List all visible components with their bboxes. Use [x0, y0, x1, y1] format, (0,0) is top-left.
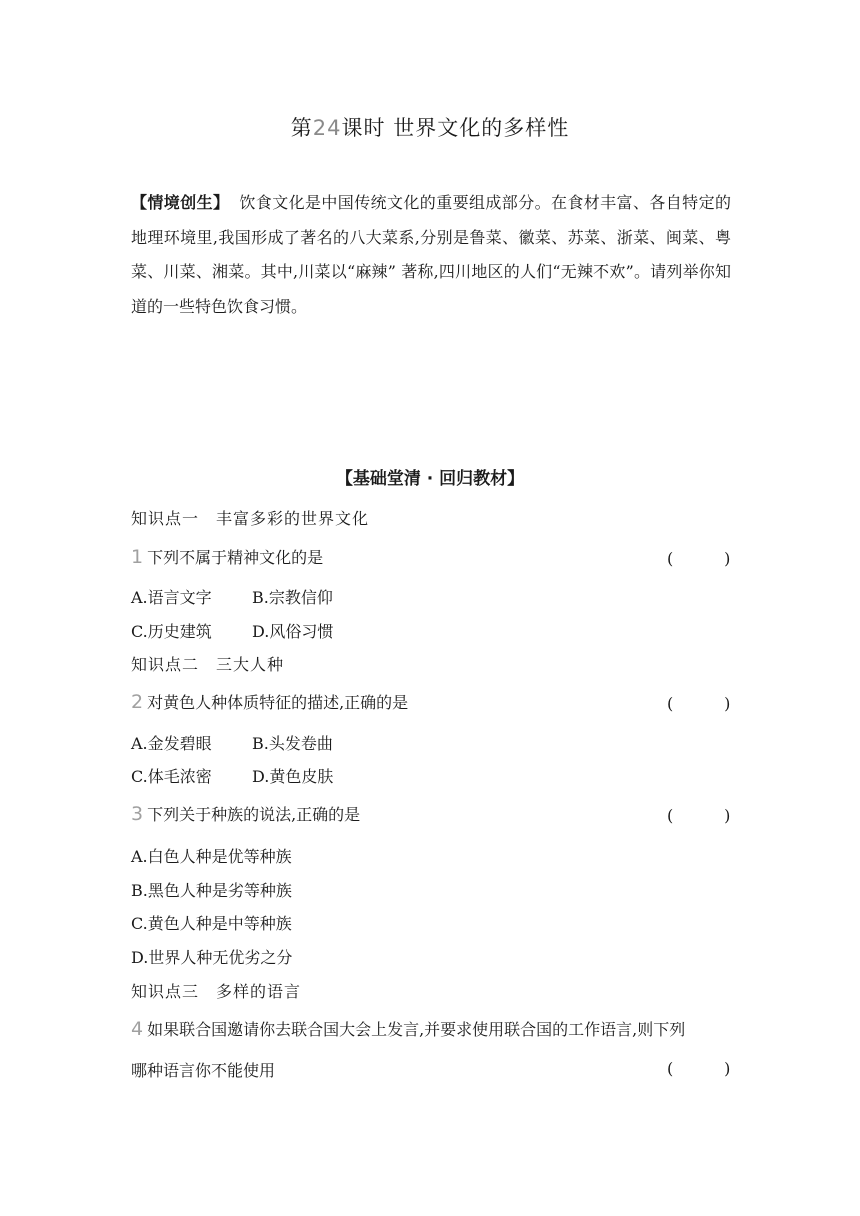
option-c: C.黄色人种是中等种族	[131, 914, 292, 933]
question-number: 4	[131, 1018, 144, 1040]
title-prefix: 第	[290, 116, 313, 140]
lesson-number: 24	[312, 116, 342, 140]
knowledge-point-3: 知识点三 多样的语言	[131, 982, 302, 1001]
question-text: 下列不属于精神文化的是	[147, 548, 324, 567]
scenario-intro	[131, 186, 731, 324]
option-a: A.金发碧眼	[131, 734, 212, 753]
options-row	[131, 585, 333, 608]
option-a: A.语言文字	[131, 588, 212, 607]
title-suffix: 课时 世界文化的多样性	[341, 116, 570, 140]
section-title: 【基础堂清 · 回归教材】	[335, 469, 525, 489]
scenario-tag: 【情境创生】	[131, 193, 230, 212]
options-row	[131, 731, 333, 754]
option-d: D.黄色皮肤	[252, 767, 334, 786]
question-number: 2	[131, 691, 144, 713]
option-b: B.头发卷曲	[252, 734, 333, 753]
answer-parentheses: ( )	[667, 1059, 731, 1078]
question-4	[131, 1017, 731, 1040]
question-text: 如果联合国邀请你去联合国大会上发言,并要求使用联合国的工作语言,则下列	[147, 1020, 686, 1039]
question-2	[131, 690, 731, 713]
option-d: D.风俗习惯	[252, 622, 334, 641]
options-row	[131, 764, 334, 787]
question-text: 对黄色人种体质特征的描述,正确的是	[147, 693, 409, 712]
answer-parentheses: ( )	[667, 806, 731, 825]
option-c: C.历史建筑	[131, 622, 212, 641]
answer-parentheses: ( )	[667, 549, 731, 568]
knowledge-point-2: 知识点二 三大人种	[131, 655, 285, 674]
option-b: B.宗教信仰	[252, 588, 333, 607]
option-d: D.世界人种无优劣之分	[131, 948, 293, 967]
question-3	[131, 802, 731, 825]
option-a: A.白色人种是优等种族	[131, 847, 292, 866]
scenario-text: 饮食文化是中国传统文化的重要组成部分。在食材丰富、各自特定的地理环境里,我国形成了著名的八大菜系,分别是鲁菜、徽菜、苏菜、浙菜、闽菜、粤菜、川菜、湘菜。其中,川菜以“麻辣” 著称,四川地区的人们“无辣不欢”。请列举你知道的一些特色饮食习惯。	[131, 193, 731, 316]
page-title	[0, 112, 860, 142]
option-c: C.体毛浓密	[131, 767, 212, 786]
options-row	[131, 619, 334, 642]
option-b: B.黑色人种是劣等种族	[131, 881, 292, 900]
knowledge-point-1: 知识点一 丰富多彩的世界文化	[131, 509, 370, 528]
question-1	[131, 545, 731, 568]
answer-parentheses: ( )	[667, 694, 731, 713]
question-number: 3	[131, 803, 144, 825]
question-4-continuation: 哪种语言你不能使用	[131, 1061, 276, 1080]
question-text: 下列关于种族的说法,正确的是	[147, 805, 361, 824]
question-number: 1	[131, 546, 144, 568]
